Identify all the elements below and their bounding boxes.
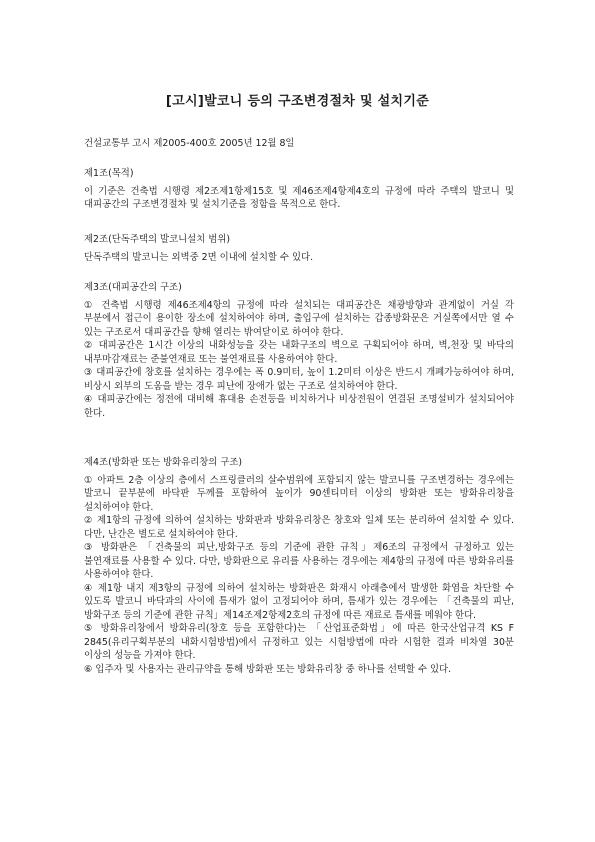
article-4-clause: ⑥ 입주자 및 사용자는 관리규약을 통해 방화판 또는 방화유리창 중 하나를 선택할 수 있다. <box>84 663 452 675</box>
notice-line: 건설교통부 고시 제2005-400호 2005년 12월 8일 <box>84 138 295 149</box>
article-3-heading: 제3조(대피공간의 구조) <box>84 282 182 293</box>
document-title: [고시]발코니 등의 구조변경절차 및 설치기준 <box>165 94 430 109</box>
article-4 <box>84 456 514 676</box>
article-2-body: 단독주택의 발코니는 외벽중 2면 이내에 설치할 수 있다. <box>84 251 314 263</box>
article-3 <box>84 281 514 420</box>
article-1-heading: 제1조(목적) <box>84 168 134 179</box>
article-3-clause: ① 건축법 시행령 제46조제4항의 규정에 따라 설치되는 대피공간은 채광방향과 관계없이 거실 각 부분에서 접근이 용이한 장소에 설치하여야 하며, 출입구에 설치하는 갑종방화문은 거실쪽에서만 열 수 있는 구조로서 대피공간을 향해 열리는 밖여닫이로 하여야 한다. <box>84 299 514 338</box>
article-4-clause: ② 제1항의 규정에 의하여 설치하는 방화판과 방화유리창은 창호와 일체 또는 분리하여 설치할 수 있다. 다만, 난간은 별도로 설치하여야 한다. <box>84 515 514 540</box>
article-4-clause: ④ 제1항 내지 제3항의 규정에 의하여 설치하는 방화판은 화재시 아래층에서 발생한 화염을 차단할 수 있도록 발코니 바닥과의 사이에 틈새가 없이 고정되어야 하며, 틈새가 있는 경우에는 「건축물의 피난,방화구조 등의 기준에 관한 규칙」제14조제2항제2호의 규정에 따른 재료로 틈새를 메워야 한다. <box>84 582 514 621</box>
article-3-clause: ② 대피공간은 1시간 이상의 내화성능을 갖는 내화구조의 벽으로 구획되어야 하며, 벽,천장 및 바닥의 내부마감재료는 준불연재료 또는 불연재료를 사용하여야 한다. <box>84 340 514 365</box>
article-2-heading: 제2조(단독주택의 발코니설치 범위) <box>84 234 231 245</box>
article-4-clause: ③ 방화판은 「건축물의 피난,방화구조 등의 기준에 관한 규칙」제6조의 규정에서 규정하고 있는 불연재료를 사용할 수 있다. 다만, 방화판으로 유리를 사용하는 경우에는 제4항의 규정에 따른 방화유리를 사용하여야 한다. <box>84 542 514 580</box>
article-2 <box>84 233 514 264</box>
article-1 <box>84 167 514 212</box>
article-4-heading: 제4조(방화판 또는 방화유리창의 구조) <box>84 457 243 468</box>
article-1-body: 이 기준은 건축법 시행령 제2조제1항제15호 및 제46조제4항제4호의 규정에 따라 주택의 발코니 및 대피공간의 구조변경절차 및 설치기준을 정함을 목적으로 한다. <box>84 185 514 210</box>
article-4-clause: ① 아파트 2층 이상의 층에서 스프링클러의 살수범위에 포함되지 않는 발코니를 구조변경하는 경우에는 발코니 끝부분에 바닥판 두께를 포함하여 높이가 90센티미터 이상의 방화판 또는 방화유리창을 설치하여야 한다. <box>84 474 514 513</box>
article-3-clause: ④ 대피공간에는 정전에 대비해 휴대용 손전등을 비치하거나 비상전원이 연결된 조명설비가 설치되어야 한다. <box>84 394 514 419</box>
article-4-clause: ⑤ 방화유리창에서 방화유리(창호 등을 포함한다)는 「산업표준화법」에 따른 한국산업규격 KS F 2845(유리구획부분의 내화시험방법)에서 규정하고 있는 시험방법에 따라 시험한 결과 비차열 30분 이상의 성능을 가져야 한다. <box>84 623 514 661</box>
article-3-clause: ③ 대피공간에 창호를 설치하는 경우에는 폭 0.9미터, 높이 1.2미터 이상은 반드시 개폐가능하여야 하며, 비상시 외부의 도움을 받는 경우 피난에 장애가 없는 구조로 설치하여야 한다. <box>84 367 514 392</box>
